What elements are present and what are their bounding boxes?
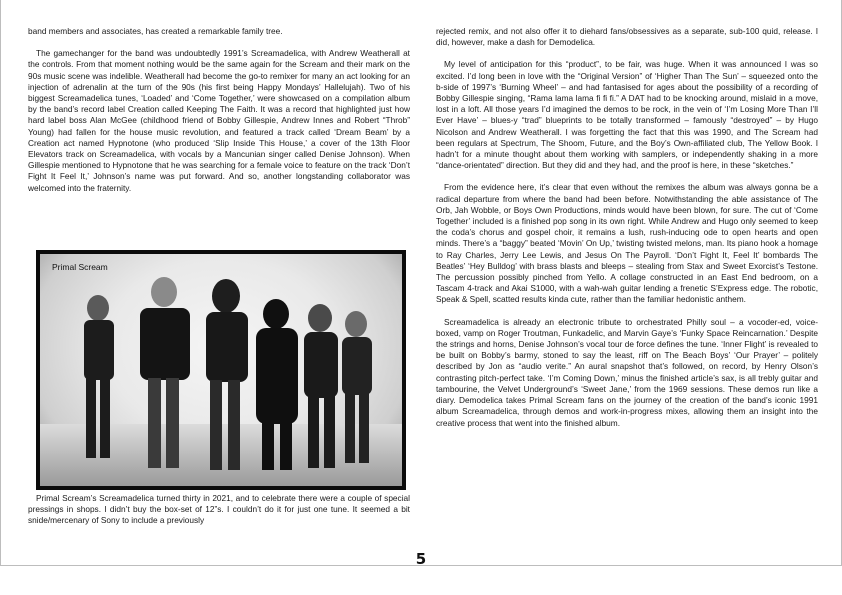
paragraph: The gamechanger for the band was undoubtedly 1991’s Screamadelica, with Andrew Weatherall at the controls. From that moment nothing would be the same again for the Scream and their mark on the 90s music scene was indelible. Weatherall had become the go-to remixer for many an act looking for an injection of adrenalin at the turn of the 90s (his first being Happy Mondays’ Hallelujah). Two of his biggest Screamadelica tunes, ‘Loaded’ and ‘Come Together,’ were showcased on a compilation album by the band’s record label Creation called Keeping The Faith. It was a record that highlighted just how hard label boss Alan McGee (childhood friend of Bobby Gillespie, Andrew Innes and Robert “Throb” Young) had fallen for the house music revolution, and featured a track called ‘Dream Beam’ by a Creation act named Hypnotone (who produced ‘Slip Inside This House,’ a cover of the 13th Floor Elevators track on Screamadelica, with vocals by a Mancunian singer called Denise Johnson). When Gillespie mentioned to Hypnotone that he was searching for a female voice to feature on the track ‘Don’t Fight It Feel It,’ Johnson’s name was put forward. And so, another longstanding collaborator was welcomed into the fraternity. xyxy=(28,48,410,193)
photo-image xyxy=(40,254,402,486)
left-column xyxy=(28,26,410,194)
paragraph: band members and associates, has created a remarkable family tree. xyxy=(28,26,283,36)
paragraph: rejected remix, and not also offer it to diehard fans/obsessives as a separate, sub-100 quid, release. I did, however, make a dash for Demodelica. xyxy=(436,26,818,48)
paragraph: From the evidence here, it’s clear that even without the remixes the album was always gonna be a radical departure from where the band had been before. Notwithstanding the able assistance of The Orb, Jah Wobble, or Boys Own Productions, minds would have been blown, for sure. The cut of ‘Come Together’ included is a finished pop song in its own right. While Andrew and Hugo only seemed to keep the coda’s chorus and gospel choir, it remains a lush, rush-inducing ode to open hearts and open minds. There’s a “baggy” beated ‘Movin’ On Up,’ twisting twisted melons, man. Its piano hook a homage to Ray Charles, Jerry Lee Lewis, and Jesus On The Payroll. ‘Don’t Fight It, Feel It’ bombards The Beatles’ ‘Hey Bulldog’ with brass blasts and bleeps – stealing from Stax and Sweet Exorcist’s Testone. The percussion possibly pinched from Yello. A collage constructed in an East End bedroom, on a Tascam 4-track and Akai S1000, with a wah-wah guitar lending a frenetic S’Express edge. The robotic, Speak & Spell, scatted results kinda cute, rather than the familiar hedonistic anthem. xyxy=(436,182,818,305)
paragraph: Screamadelica is already an electronic tribute to orchestrated Philly soul – a vocoder-ed, voice-boxed, vamp on Roger Troutman, Funkadelic, and Marvin Gaye’s ‘Funky Space Reincarnation.’ Despite the strings and horns, Denise Johnson’s vocal tour de force defines the tune. ‘Inner Flight’ is revealed to be built on Bobby’s barmy, stoned to say the least, riff on The Beach Boys’ ‘Our Prayer’ – politely described by Jon as “audio verite.” An aural snapshot that’s followed, on record, by Henry Olson’s contrasting pitch-perfect take. ‘I’m Coming Down,’ minus the finished article’s sax, is all trebly guitar and tambourine, the Velvet Underground’s ‘Sweet Jane,’ from the 1969 sessions. These demos run like a diary. Demodelica takes Primal Scream fans on the journey of the creation of the band’s iconic 1991 album Screamadelica, through demos and work-in-progress mixes, allowing them an insight into the creative process that went into the finished album. xyxy=(436,316,818,428)
left-column-continued xyxy=(28,493,410,527)
page-number: 5 xyxy=(415,550,427,568)
photo-caption: Primal Scream xyxy=(52,262,108,272)
band-photo-illustration xyxy=(40,254,402,486)
paragraph: My level of anticipation for this “product”, to be fair, was huge. When it was announced I was so excited. I’d long been in love with the “Original Version” of ‘Higher Than The Sun’ – squeezed onto the b-side of 1997’s ‘Burning Wheel’ – and had fantasised for ages about the possibility of a recording of Bobby Gillespie singing, “Rama lama lama fi fi fi.” A DAT had to be knocking around, mislaid in a move, lost in a loft. All those years I’d imagined the demos to be rock, in the vein of ‘I’m Losing More Than I’ll Ever Have’ – blues-y “trad” blueprints to be totally transformed – famously “destroyed” – by Hugo Nicolson and Andrew Weatherall. I was forgetting the fact that this was 1990, and The Scream had been regulars at Spectrum, The Shoom, Future, and the Boy’s Own-affiliated club, The Yellow Book. I hadn’t for a minute thought about them working with samplers, or independently shaking in a more “dance-orientated” direction. But they did and they had, and the proof is here, in these “sketches.” xyxy=(436,59,818,171)
band-photo xyxy=(36,250,406,490)
right-column xyxy=(436,26,818,429)
paragraph: Primal Scream’s Screamadelica turned thirty in 2021, and to celebrate there were a couple of special pressings in shops. I didn’t buy the box-set of 12”s. I couldn’t do it for just one tune. It seemed a bit snide/mercenary of Sony to include a previously xyxy=(28,493,410,526)
